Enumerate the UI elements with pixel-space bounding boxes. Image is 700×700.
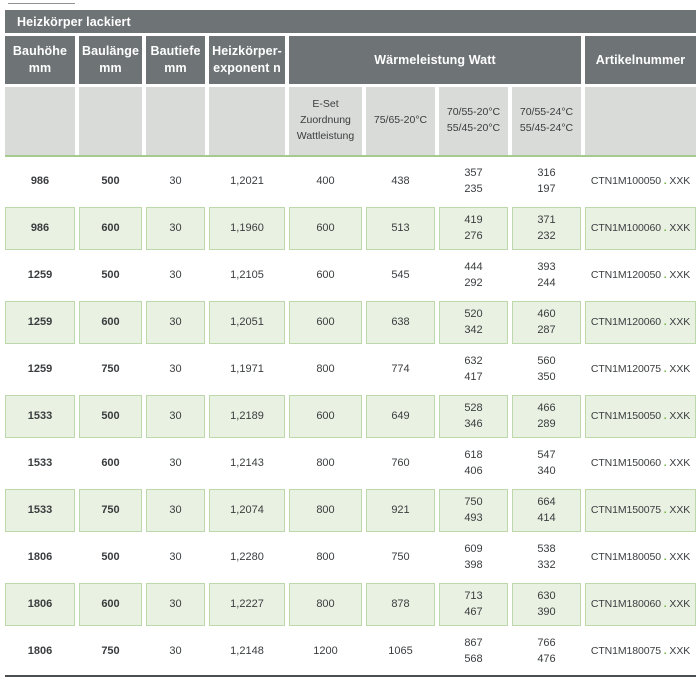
cell-artikelnummer: CTN1M180060 . XXK xyxy=(585,583,696,626)
cell-bauhoehe: 1259 xyxy=(27,268,53,281)
cell-watt-70-55-20: 750 493 xyxy=(439,489,508,532)
cell-exponent: 1,2148 xyxy=(230,644,264,657)
bottom-border xyxy=(5,675,696,677)
artikel-separator-dot: . xyxy=(663,504,667,517)
cell-exponent: 1,1971 xyxy=(230,362,264,375)
cell-eset-wattleistung: 400 xyxy=(316,174,335,187)
cell-watt-75-65: 750 xyxy=(391,550,410,563)
subheader-eset: E-Set Zuordnung Wattleistung xyxy=(289,87,362,155)
cell-bauhoehe: 1259 xyxy=(5,301,75,344)
cell-bauhoehe: 1533 xyxy=(27,456,53,469)
cell-eset-wattleistung: 1200 xyxy=(313,644,338,657)
subheader-75-65: 75/65-20°C xyxy=(366,87,435,155)
table-row xyxy=(5,205,696,252)
cell-baulaenge: 600 xyxy=(79,583,142,626)
cell-exponent: 1,1960 xyxy=(209,207,285,250)
cell-exponent: 1,2105 xyxy=(230,268,264,281)
cell-bauhoehe: 1806 xyxy=(27,644,53,657)
table-row xyxy=(5,581,696,628)
green-divider xyxy=(5,155,696,157)
cell-watt-70-55-20: 357 235 xyxy=(464,167,483,195)
cell-watt-75-65: 921 xyxy=(366,489,435,532)
subheader-empty-exponent xyxy=(209,87,285,155)
subheader-70-55-20: 70/55-20°C 55/45-20°C xyxy=(439,87,508,155)
header-exponent: Heizkörper- exponent n xyxy=(209,36,285,84)
cell-watt-70-55-20: 632 417 xyxy=(464,355,483,383)
cell-artikelnummer: CTN1M120060 . XXK xyxy=(585,301,696,344)
cell-artikelnummer: CTN1M120050 . XXK xyxy=(590,269,691,282)
artikel-separator-dot: . xyxy=(663,222,667,235)
cell-watt-75-65: 774 xyxy=(391,362,410,375)
cell-watt-70-55-24: 371 232 xyxy=(512,207,581,250)
header-baulaenge: Baulänge mm xyxy=(79,36,142,84)
cell-baulaenge: 500 xyxy=(79,395,142,438)
cell-baulaenge: 750 xyxy=(101,644,120,657)
cell-artikelnummer: CTN1M180050 . XXK xyxy=(590,551,691,564)
cell-artikelnummer: CTN1M100060 . XXK xyxy=(585,207,696,250)
table-row xyxy=(5,393,696,440)
cell-watt-70-55-20: 419 276 xyxy=(439,207,508,250)
cell-watt-70-55-24: 547 340 xyxy=(537,449,556,477)
cell-baulaenge: 500 xyxy=(101,174,120,187)
cell-exponent: 1,2280 xyxy=(230,550,264,563)
cell-watt-75-65: 638 xyxy=(366,301,435,344)
cell-bauhoehe: 1259 xyxy=(27,362,53,375)
cell-eset-wattleistung: 600 xyxy=(289,395,362,438)
cell-artikelnummer: CTN1M180075 . XXK xyxy=(590,645,691,658)
cell-watt-75-65: 438 xyxy=(391,174,410,187)
cell-bauhoehe: 1533 xyxy=(5,489,75,532)
cell-bautiefe: 30 xyxy=(146,395,205,438)
cell-watt-70-55-20: 444 292 xyxy=(464,261,483,289)
cell-bauhoehe: 1533 xyxy=(5,395,75,438)
subheader-row xyxy=(5,87,696,155)
cell-eset-wattleistung: 600 xyxy=(316,268,335,281)
cell-exponent: 1,2143 xyxy=(230,456,264,469)
table-row xyxy=(5,299,696,346)
cell-bautiefe: 30 xyxy=(169,268,182,281)
cell-artikelnummer: CTN1M150060 . XXK xyxy=(590,457,691,470)
cell-exponent: 1,2051 xyxy=(209,301,285,344)
cell-bautiefe: 30 xyxy=(146,583,205,626)
artikel-separator-dot: . xyxy=(663,410,667,423)
cell-eset-wattleistung: 800 xyxy=(289,489,362,532)
cell-baulaenge: 600 xyxy=(101,456,120,469)
cell-bauhoehe: 986 xyxy=(5,207,75,250)
artikel-separator-dot: . xyxy=(663,598,667,611)
cell-artikelnummer: CTN1M120075 . XXK xyxy=(590,363,691,376)
table-row xyxy=(5,628,696,675)
cell-bautiefe: 30 xyxy=(169,174,182,187)
cell-exponent: 1,2074 xyxy=(209,489,285,532)
header-artikelnummer: Artikelnummer xyxy=(585,36,696,84)
cell-watt-70-55-24: 460 287 xyxy=(512,301,581,344)
artikel-separator-dot: . xyxy=(663,363,667,376)
cell-watt-70-55-20: 713 467 xyxy=(439,583,508,626)
cell-artikelnummer: CTN1M150075 . XXK xyxy=(585,489,696,532)
cell-baulaenge: 750 xyxy=(79,489,142,532)
header-bauhoehe: Bauhöhe mm xyxy=(5,36,75,84)
cell-baulaenge: 750 xyxy=(101,362,120,375)
cell-bauhoehe: 1806 xyxy=(5,583,75,626)
cell-watt-75-65: 1065 xyxy=(388,644,413,657)
cell-bautiefe: 30 xyxy=(169,456,182,469)
cell-eset-wattleistung: 600 xyxy=(289,207,362,250)
cell-baulaenge: 500 xyxy=(101,550,120,563)
cell-watt-75-65: 649 xyxy=(366,395,435,438)
cell-bauhoehe: 986 xyxy=(30,174,50,187)
subheader-70-55-24: 70/55-24°C 55/45-24°C xyxy=(512,87,581,155)
cell-watt-70-55-24: 766 476 xyxy=(537,637,556,665)
cell-exponent: 1,2021 xyxy=(230,174,264,187)
artikel-separator-dot: . xyxy=(663,175,667,188)
artikel-separator-dot: . xyxy=(663,457,667,470)
header-bautiefe: Bautiefe mm xyxy=(146,36,205,84)
subheader-empty-bautiefe xyxy=(146,87,205,155)
cell-watt-70-55-20: 867 568 xyxy=(464,637,483,665)
artikel-separator-dot: . xyxy=(663,316,667,329)
cell-watt-75-65: 760 xyxy=(391,456,410,469)
top-edge-line xyxy=(8,3,75,4)
cell-bauhoehe: 1806 xyxy=(27,550,53,563)
cell-exponent: 1,2227 xyxy=(209,583,285,626)
cell-eset-wattleistung: 800 xyxy=(316,550,335,563)
subheader-empty-artikel xyxy=(585,87,696,155)
cell-watt-70-55-24: 630 390 xyxy=(512,583,581,626)
cell-eset-wattleistung: 800 xyxy=(289,583,362,626)
cell-bautiefe: 30 xyxy=(169,362,182,375)
cell-baulaenge: 600 xyxy=(79,301,142,344)
cell-watt-75-65: 545 xyxy=(391,268,410,281)
radiator-spec-table xyxy=(5,10,696,677)
cell-artikelnummer: CTN1M150050 . XXK xyxy=(585,395,696,438)
cell-bautiefe: 30 xyxy=(169,550,182,563)
table-row xyxy=(5,534,696,581)
subheader-empty-bauhoehe xyxy=(5,87,75,155)
cell-watt-70-55-24: 664 414 xyxy=(512,489,581,532)
table-row xyxy=(5,346,696,393)
table-row xyxy=(5,252,696,299)
cell-eset-wattleistung: 800 xyxy=(316,456,335,469)
table-row xyxy=(5,440,696,487)
cell-watt-70-55-24: 538 332 xyxy=(537,543,556,571)
cell-watt-70-55-24: 560 350 xyxy=(537,355,556,383)
cell-bautiefe: 30 xyxy=(169,644,182,657)
cell-watt-70-55-20: 528 346 xyxy=(439,395,508,438)
cell-watt-70-55-20: 520 342 xyxy=(439,301,508,344)
cell-bautiefe: 30 xyxy=(146,301,205,344)
cell-watt-70-55-24: 466 289 xyxy=(512,395,581,438)
cell-watt-70-55-20: 609 398 xyxy=(464,543,483,571)
table-row xyxy=(5,487,696,534)
artikel-separator-dot: . xyxy=(663,551,667,564)
cell-artikelnummer: CTN1M100050 . XXK xyxy=(590,175,691,188)
header-row xyxy=(5,36,696,84)
cell-bautiefe: 30 xyxy=(146,207,205,250)
table-title: Heizkörper lackiert xyxy=(5,10,696,33)
cell-watt-75-65: 878 xyxy=(366,583,435,626)
subheader-empty-baulaenge xyxy=(79,87,142,155)
table-body xyxy=(5,158,696,675)
cell-watt-70-55-24: 393 244 xyxy=(537,261,556,289)
cell-watt-75-65: 513 xyxy=(366,207,435,250)
cell-watt-70-55-24: 316 197 xyxy=(537,167,556,195)
cell-baulaenge: 500 xyxy=(101,268,120,281)
artikel-separator-dot: . xyxy=(663,269,667,282)
artikel-separator-dot: . xyxy=(663,645,667,658)
cell-eset-wattleistung: 800 xyxy=(316,362,335,375)
cell-watt-70-55-20: 618 406 xyxy=(464,449,483,477)
table-row xyxy=(5,158,696,205)
header-waermeleistung-group: Wärmeleistung Watt xyxy=(289,36,581,84)
cell-eset-wattleistung: 600 xyxy=(289,301,362,344)
cell-baulaenge: 600 xyxy=(79,207,142,250)
cell-exponent: 1,2189 xyxy=(209,395,285,438)
cell-bautiefe: 30 xyxy=(146,489,205,532)
